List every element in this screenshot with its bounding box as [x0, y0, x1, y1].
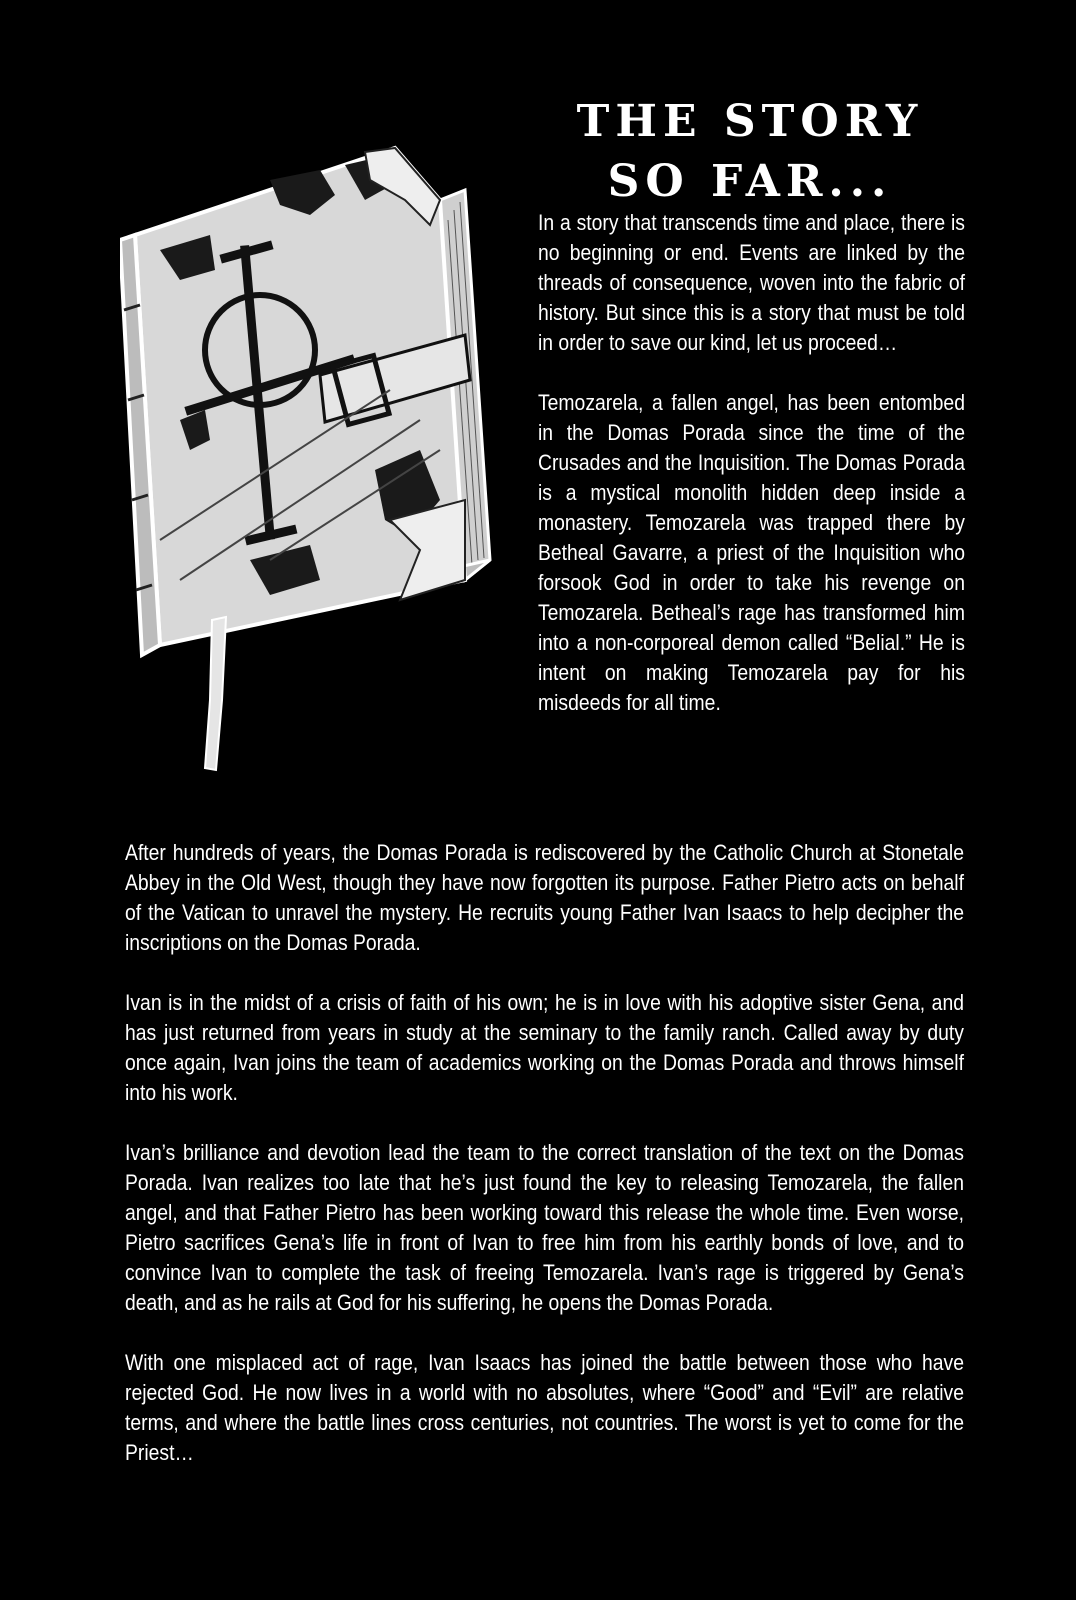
page-title — [560, 92, 940, 212]
body-text-column — [125, 838, 966, 1498]
intro-text-column — [538, 208, 966, 748]
body-paragraph-1: After hundreds of years, the Domas Porada is rediscovered by the Catholic Church at Stonetale Abbey in the Old West, though they have now forgotten its purpose. Father Pietro acts on behalf of the Vatican to unravel the mystery. He recruits young Father Ivan Isaacs to help decipher the inscriptions on the Domas Porada. — [125, 840, 964, 955]
title-line-1: THE STORY — [576, 96, 924, 147]
intro-paragraph-2: Temozarela, a fallen angel, has been entombed in the Domas Porada since the time of the Crusades and the Inquisition. The Domas Porada is a mystical monolith hidden deep inside a monastery. Temozarela was trapped there by Betheal Gavarre, a priest of the Inquisition who forsook God in order to take his revenge on Temozarela. Betheal’s rage has transformed him into a non-corporeal demon called “Belial.” He is intent on making Temozarela pay for his misdeeds for all time. — [538, 390, 965, 715]
title-line-2: SO FAR... — [607, 156, 893, 207]
intro-paragraph-1: In a story that transcends time and place, there is no beginning or end. Events are linked by the threads of consequence, woven into the fabric of history. But since this is a story that must be told in order to save our kind, let us proceed… — [538, 210, 965, 355]
body-paragraph-3: Ivan’s brilliance and devotion lead the team to the correct translation of the text on the Domas Porada. Ivan realizes too late that he’s just found the key to releasing Temozarela, the fallen angel, and that Father Pietro has been working toward this release the whole time. Even worse, Pietro sacrifices Gena’s life in front of Ivan to free him from his earthly bonds of love, and to convince Ivan to complete the task of freeing Temozarela. Ivan’s rage is triggered by Gena’s death, and as he rails at God for his suffering, he opens the Domas Porada. — [125, 1140, 964, 1315]
book-with-cross-icon — [120, 140, 510, 800]
body-paragraph-2: Ivan is in the midst of a crisis of faith of his own; he is in love with his adoptive sister Gena, and has just returned from years in study at the seminary to the family ranch. Called away by duty once again, Ivan joins the team of academics working on the Domas Porada and throws himself into his work. — [125, 990, 964, 1105]
body-paragraph-4: With one misplaced act of rage, Ivan Isaacs has joined the battle between those who have rejected God. He now lives in a world with no absolutes, where “Good” and “Evil” are relative terms, and where the battle lines cross centuries, not countries. The worst is yet to come for the Priest… — [125, 1350, 964, 1465]
